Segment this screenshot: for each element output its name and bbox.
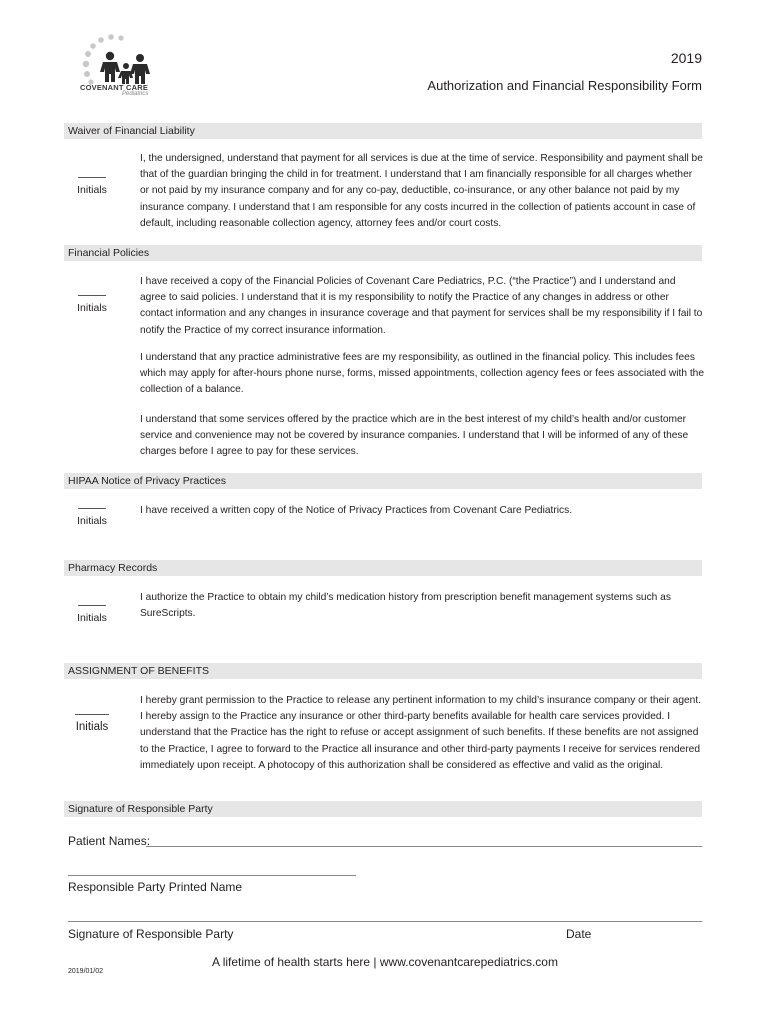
patient-names-label: Patient Names: bbox=[68, 834, 151, 848]
initials-field-benefits[interactable] bbox=[70, 714, 114, 733]
initials-field-waiver[interactable] bbox=[70, 177, 114, 196]
initials-line bbox=[78, 605, 106, 606]
footer-tagline: A lifetime of health starts here | www.covenantcarepediatrics.com bbox=[212, 955, 558, 969]
printed-name-label: Responsible Party Printed Name bbox=[68, 880, 243, 894]
initials-field-financial[interactable] bbox=[70, 295, 114, 314]
section-header-waiver: Waiver of Financial Liability bbox=[64, 123, 702, 139]
section-header-pharmacy: Pharmacy Records bbox=[64, 560, 702, 576]
section-header-benefits: ASSIGNMENT OF BENEFITS bbox=[64, 663, 702, 679]
financial-text-2: I understand that any practice administrative fees are my responsibility, as outlined in the financial policy. This includes fees which may apply for after-hours phone nurse, forms, missed appointments, collection agency fees or fees associated with the collection of a balance. bbox=[140, 352, 704, 396]
logo-subtitle: Pediatrics bbox=[122, 91, 149, 97]
section-header-hipaa: HIPAA Notice of Privacy Practices bbox=[64, 473, 702, 489]
logo-name: COVENANT CARE bbox=[80, 83, 149, 92]
section-header-signature: Signature of Responsible Party bbox=[64, 801, 702, 817]
initials-line bbox=[75, 714, 109, 715]
initials-line bbox=[78, 295, 106, 296]
signature-label: Signature of Responsible Party bbox=[68, 927, 234, 941]
section-header-financial: Financial Policies bbox=[64, 245, 702, 261]
initials-line bbox=[78, 177, 106, 178]
initials-label: Initials bbox=[77, 302, 107, 314]
initials-line bbox=[78, 508, 106, 509]
sun-rays-icon bbox=[83, 34, 124, 84]
initials-label: Initials bbox=[75, 721, 109, 733]
financial-text-3: I understand that some services offered by the practice which are in the best interest of my child’s health and/or customer service and convenience may not be covered by insurance companies. I understand that I will be informed of any of these charges before I agree to pay for these services. bbox=[140, 414, 689, 458]
pharmacy-text: I authorize the Practice to obtain my child’s medication history from prescription benefit management systems such as SureScripts. bbox=[140, 592, 671, 620]
form-title: Authorization and Financial Responsibility Form bbox=[427, 78, 702, 93]
family-icon bbox=[100, 52, 150, 84]
form-year: 2019 bbox=[670, 50, 702, 66]
initials-label: Initials bbox=[77, 184, 107, 196]
date-label: Date bbox=[566, 927, 592, 941]
signature-field[interactable] bbox=[68, 921, 702, 922]
printed-name-field[interactable] bbox=[68, 875, 356, 876]
initials-label: Initials bbox=[77, 515, 107, 527]
form-version-code: 2019/01/02 bbox=[68, 968, 104, 975]
waiver-text: I, the undersigned, understand that payment for all services is due at the time of service. Responsibility and payment shall be that of the guardian bringing the child in for treatment. I understand that I am financially responsible for all charges whether or not paid by my insurance company and for any co-pay, deductible, co-insurance, or any other balance not paid by my insurance company. I understand that I am responsible for any costs incurred in the collection of patients account in case of default, including reasonable collection agency, attorney fees and/or court costs. bbox=[140, 153, 703, 229]
initials-label: Initials bbox=[77, 612, 107, 624]
initials-field-hipaa[interactable] bbox=[70, 508, 114, 527]
financial-text-1: I have received a copy of the Financial Policies of Covenant Care Pediatrics, P.C. (“the Practice”) and I understand and agree to said policies. I understand that it is my responsibility to notify the Practice of any changes in address or other contact information and any changes in insurance coverage and that payment for services shall be my responsibility if I fail to notify the Practice of my correct insurance information. bbox=[140, 276, 703, 336]
initials-field-pharmacy[interactable] bbox=[70, 605, 114, 624]
hipaa-text: I have received a written copy of the Notice of Privacy Practices from Covenant Care Pediatrics. bbox=[140, 505, 573, 516]
benefits-text: I hereby grant permission to the Practice to release any pertinent information to my child’s insurance company or their agent. I hereby assign to the Practice any insurance or other third-party benefits available for health care services provided. I understand that the Practice has the right to refuse or accept assignment of such benefits. If these benefits are not assigned to the Practice, I agree to forward to the Practice all insurance and other third-party payments I receive for services rendered immediately upon receipt. A photocopy of this authorization shall be considered as effective and valid as the original. bbox=[140, 695, 701, 771]
patient-names-field[interactable] bbox=[146, 846, 702, 847]
